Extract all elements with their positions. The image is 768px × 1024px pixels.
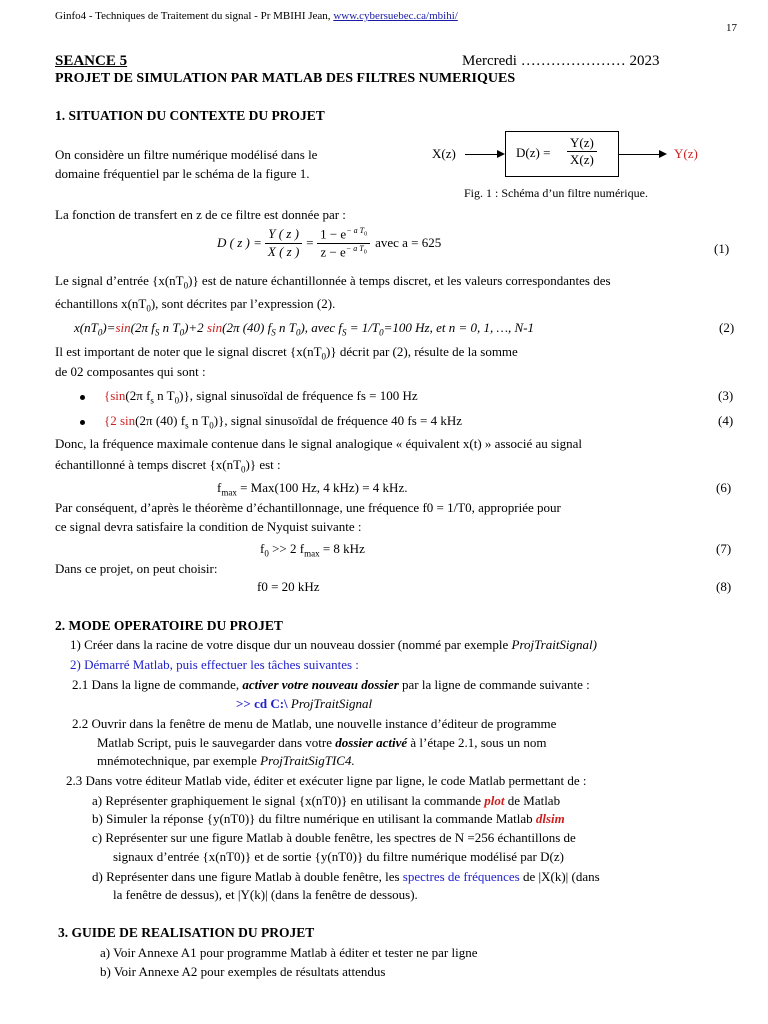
header-author: Pr MBIHI Jean, — [260, 10, 331, 22]
bullet1-sub-s: s — [150, 395, 154, 406]
bullet1-c: n T — [157, 388, 175, 403]
matlab-command — [236, 696, 372, 712]
section2-item23-d-line2: la fenêtre de dessus), et |Y(k)| (dans la fenêtre de dessous). — [113, 887, 418, 902]
item23b-a: b) Simuler la réponse {y(nT0)} du filtre numérique en utilisant la commande Matlab — [92, 811, 536, 826]
section2-heading: 2. MODE OPERATOIRE DU PROJET — [55, 618, 283, 633]
item2-text: 2) Démarré Matlab, puis effectuer les tâches suivantes : — [70, 657, 359, 672]
eq1-den2: z − e — [320, 243, 346, 259]
eq2-sub-0: 0 — [379, 327, 384, 338]
bullet-2 — [104, 413, 462, 432]
page-number: 17 — [726, 22, 737, 34]
bullet2-sin: sin — [120, 413, 136, 428]
item23a-plot: plot — [484, 793, 505, 808]
para2-line1-b: )} est de nature échantillonnée à temps discret, et les valeurs correspondantes des — [188, 273, 611, 288]
item22-line3-b: ProjTraitSigTIC4. — [260, 753, 355, 768]
para4-line2-b: )} est : — [245, 457, 281, 472]
eq2-sub-s: S — [154, 327, 160, 338]
eq7-a: f — [260, 541, 265, 556]
para2-line2 — [55, 296, 335, 315]
eq2-b: )= — [102, 320, 116, 335]
eq2-sub-s: S — [341, 327, 347, 338]
header-course: Ginfo4 — [55, 10, 87, 22]
bullet1-sin: sin — [110, 388, 126, 403]
para2-line1 — [55, 273, 611, 292]
section2-item23-d-line1 — [92, 869, 600, 885]
output-arrowhead — [659, 150, 667, 158]
input-arrowhead — [497, 150, 505, 158]
seance-date: Mercredi ………………… 2023 — [462, 53, 660, 69]
item22-line2-b: dossier activé — [335, 735, 408, 750]
eq2-h: ), avec f — [300, 320, 342, 335]
item23b-dlsim: dlsim — [535, 811, 565, 826]
section1-intro-line1: On considère un filtre numérique modélisé dans le — [55, 147, 318, 162]
output-arrow — [618, 154, 660, 155]
tf-intro: La fonction de transfert en z de ce filtre est donnée par : — [55, 207, 346, 222]
item23a-c: de Matlab — [504, 793, 561, 808]
eq2-e: )+2 — [184, 320, 207, 335]
section1-intro-line2: domaine fréquentiel par le schéma de la figure 1. — [55, 166, 310, 181]
header-subject: Techniques de Traitement du signal — [95, 10, 252, 22]
para5-line1: Par conséquent, d’après le théorème d’échantillonnage, une fréquence f0 = 1/T0, appropriée pour — [55, 500, 561, 515]
eq1-den2-exp: − a T — [345, 243, 364, 253]
seance-title: SEANCE 5 — [55, 53, 128, 69]
figure-input-label: X(z) — [432, 146, 456, 161]
eq2-d: n T — [162, 320, 180, 335]
section2-item23-a — [92, 793, 560, 809]
item1-text: 1) Créer dans la racine de votre disque dur un nouveau dossier (nommé par exemple — [70, 637, 512, 652]
header-link[interactable]: www.cybersuebec.ca/mbihi/ — [333, 10, 458, 22]
eq1-den2-sub: 0 — [363, 249, 367, 256]
eq1-num1: Y ( z ) — [265, 226, 302, 243]
eq8-number: (8) — [716, 579, 732, 594]
eq7-sub0: 0 — [264, 548, 269, 559]
section2-item23: 2.3 Dans votre éditeur Matlab vide, éditer et exécuter ligne par ligne, le code Matlab permettant de : — [66, 773, 587, 788]
para2-line2-a: échantillons x(nT — [55, 296, 147, 311]
section3-item-a: a) Voir Annexe A1 pour programme Matlab à éditer et tester ne par ligne — [100, 945, 478, 960]
eq1-equal: = — [305, 234, 315, 250]
sub-0: 0 — [183, 280, 189, 291]
bullet1-b: (2π f — [125, 388, 151, 403]
bullet1-a: { — [104, 388, 111, 403]
sub-0: 0 — [146, 303, 151, 314]
para2-line2-b: ), sont décrites par l’expression (2). — [150, 296, 336, 311]
para2-line1-a: Le signal d’entrée {x(nT — [55, 273, 184, 288]
eq1-num2-exp: − a T — [346, 226, 365, 235]
bullet2-sub-0: 0 — [209, 420, 214, 431]
para4-line2 — [55, 457, 281, 476]
item1-ital: ProjTraitSignal) — [511, 637, 597, 652]
page-header — [55, 10, 458, 24]
item21-c: par la ligne de commande suivante : — [398, 677, 590, 692]
section2-item22-line1: 2.2 Ouvrir dans la fenêtre de menu de Matlab, une nouvelle instance d’éditeur de programme — [72, 716, 557, 731]
section2-item22-line3 — [97, 753, 355, 769]
section1-heading: 1. SITUATION DU CONTEXTE DU PROJET — [55, 108, 325, 123]
eq2-a: x(nT — [74, 320, 98, 335]
eq2-sub-s: S — [271, 327, 276, 338]
section2-item1 — [70, 637, 597, 653]
item22-line2-a: Matlab Script, puis le sauvegarder dans votre — [97, 735, 336, 750]
bullet2-d: )}, signal sinusoïdal de fréquence 40 fs = 4 kHz — [213, 413, 463, 428]
eq7-b: >> 2 f — [268, 541, 305, 556]
eq1-lhs: D ( z ) = — [217, 234, 262, 250]
header-sep: - — [254, 10, 258, 22]
para5-line2: ce signal devra satisfaire la condition de Nyquist suivante : — [55, 519, 362, 534]
equation-1 — [217, 226, 441, 260]
eq6-a: f — [217, 480, 222, 495]
block-num: Y(z) — [567, 135, 597, 152]
filter-block — [505, 131, 619, 177]
eq7-number: (7) — [716, 541, 732, 556]
bullet1-d: )}, signal sinusoïdal de fréquence fs = 100 Hz — [179, 388, 418, 403]
eq2-f: (2π (40) f — [222, 320, 272, 335]
input-arrow — [465, 154, 498, 155]
eq2-j: =100 Hz, et n = 0, 1, …, N-1 — [383, 320, 535, 335]
block-den: X(z) — [570, 152, 594, 168]
eq7-sub: max — [304, 548, 320, 559]
para3-line2: de 02 composantes qui sont : — [55, 364, 206, 379]
para3-line1-b: )} décrit par (2), résulte de la somme — [326, 344, 518, 359]
eq7-c: = 8 kHz — [319, 541, 365, 556]
equation-7 — [260, 541, 365, 560]
eq2-sin1: sin — [115, 320, 131, 335]
seance-subtitle: PROJET DE SIMULATION PAR MATLAB DES FILTRES NUMERIQUES — [55, 71, 516, 86]
eq4-number: (4) — [718, 413, 734, 428]
para3-line1 — [55, 344, 518, 363]
figure-caption: Fig. 1 : Schéma d’un filtre numérique. — [464, 186, 648, 200]
sub-0: 0 — [241, 464, 246, 475]
section2-item23-c-line2: signaux d’entrée {x(nT0)} et de sortie {y(nT0)} du filtre numérique modélisé par D(z) — [113, 849, 564, 864]
item22-line3-a: mnémotechnique, par exemple — [97, 753, 261, 768]
eq2-number: (2) — [719, 320, 735, 335]
eq6-number: (6) — [716, 480, 732, 495]
equation-8: f0 = 20 kHz — [257, 579, 320, 594]
bullet-dot — [80, 395, 85, 400]
bullet2-b: (2π (40) f — [135, 413, 186, 428]
section3-heading: 3. GUIDE DE REALISATION DU PROJET — [58, 925, 315, 940]
equation-6 — [217, 480, 407, 499]
bullet2-c: n T — [191, 413, 210, 428]
eq2-sub-0: 0 — [295, 327, 301, 338]
para4-line1: Donc, la fréquence maximale contenue dans le signal analogique « équivalent x(t) » associé au signal — [55, 436, 583, 451]
para6: Dans ce projet, on peut choisir: — [55, 561, 218, 576]
eq1-number: (1) — [714, 241, 730, 256]
eq6-b: = Max(100 Hz, 4 kHz) = 4 kHz. — [236, 480, 408, 495]
bullet-1 — [104, 388, 418, 407]
header-sep: - — [88, 10, 93, 22]
para3-line1-a: Il est important de noter que le signal discret {x(nT — [55, 344, 322, 359]
eq1-num2-sub: 0 — [364, 231, 368, 238]
cmd-a: >> cd C:\ — [236, 696, 291, 711]
item23d-c: de |X(k)| (dans — [519, 869, 600, 884]
section2-item23-b — [92, 811, 565, 827]
block-lhs: D(z) = — [516, 145, 551, 160]
bullet-dot — [80, 420, 85, 425]
section3-item-b: b) Voir Annexe A2 pour exemples de résultats attendus — [100, 964, 386, 979]
item23d-b: spectres de fréquences — [402, 869, 520, 884]
eq2-sub: 0 — [97, 327, 103, 338]
bullet2-sub-s: s — [185, 420, 189, 431]
section2-item21 — [72, 677, 590, 693]
cmd-b: ProjTraitSignal — [290, 696, 373, 711]
item21-b: activer votre nouveau dossier — [242, 677, 399, 692]
eq2-sub-0: 0 — [179, 327, 185, 338]
eq1-num2: 1 − e — [320, 226, 347, 242]
section2-item23-c-line1: c) Représenter sur une figure Matlab à double fenêtre, les spectres de N =256 échantillons de — [92, 830, 576, 845]
sub-0: 0 — [321, 351, 327, 362]
section2-item22-line2 — [97, 735, 546, 751]
eq3-number: (3) — [718, 388, 734, 403]
bullet2-a: {2 — [104, 413, 120, 428]
item21-a: 2.1 Dans la ligne de commande, — [72, 677, 243, 692]
item23a-a: a) Représenter graphiquement le signal {x(nT0)} en utilisant la commande — [92, 793, 485, 808]
eq2-i: = 1/T — [349, 320, 380, 335]
figure-output-label: Y(z) — [674, 146, 698, 161]
eq6-sub: max — [221, 487, 237, 498]
eq2-g: n T — [278, 320, 296, 335]
eq2-c: (2π f — [130, 320, 155, 335]
eq1-tail: avec a = 625 — [375, 234, 442, 250]
para4-line2-a: échantillonné à temps discret {x(nT — [55, 457, 242, 472]
item22-line2-c: à l’étape 2.1, sous un nom — [407, 735, 547, 750]
eq2-sin2: sin — [206, 320, 223, 335]
equation-2 — [74, 320, 534, 339]
section2-item2 — [70, 657, 359, 673]
item23d-a: d) Représenter dans une figure Matlab à double fenêtre, les — [92, 869, 403, 884]
bullet1-sub-0: 0 — [174, 395, 180, 406]
eq1-den1: X ( z ) — [267, 243, 300, 259]
